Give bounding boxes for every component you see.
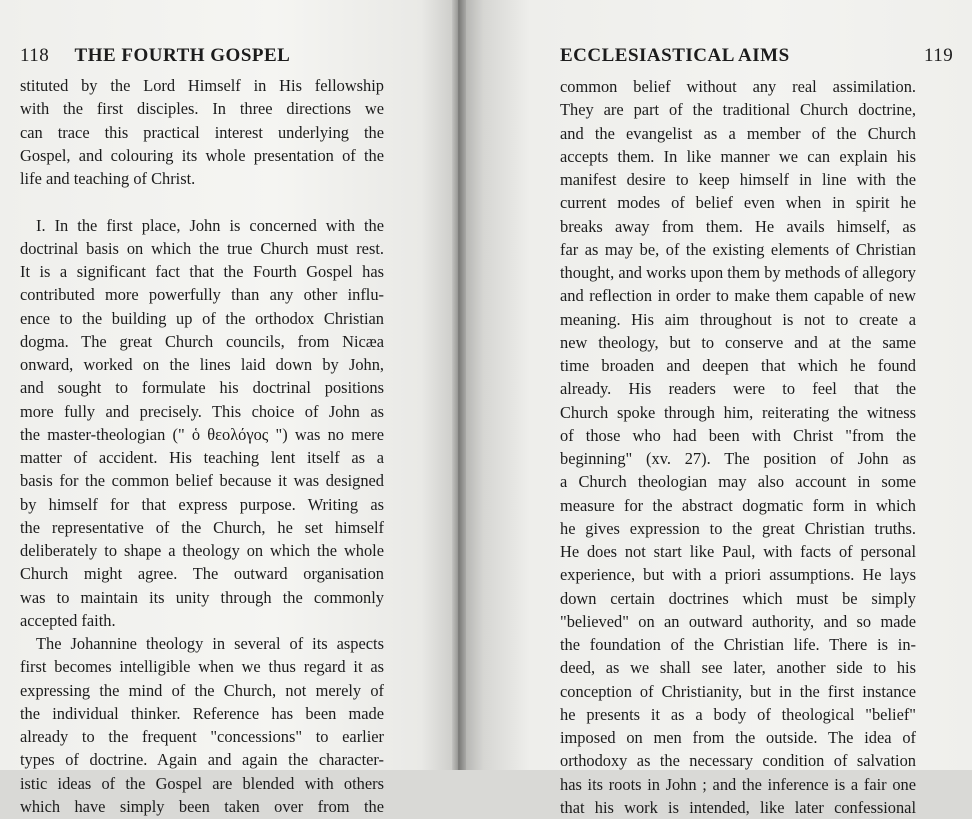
text-line: deliberately to shape a theology on which the whole — [20, 541, 384, 560]
text-line: thought, and works upon them by methods of allegory — [560, 263, 916, 282]
text-line: was to maintain its unity through the commonly — [20, 587, 384, 607]
text-line: new theology, but to conserve and at the same — [560, 332, 916, 352]
text-line: has its roots in John ; and the inference is a fair one — [560, 774, 916, 794]
text-line: experience, but with a priori assumptions. He lays — [560, 565, 916, 585]
left-page-header — [20, 45, 290, 67]
text-line: which have simply been taken over from the — [20, 796, 384, 816]
text-line: onward, worked on the lines laid down by John, — [20, 355, 384, 374]
paragraph-gap — [20, 190, 384, 213]
text-line: by himself for that express purpose. Writing as — [20, 494, 384, 514]
text-line: that his work is intended, like later confessional — [560, 797, 916, 817]
right-page-body — [560, 75, 916, 819]
text-line: already. His readers were to feel that the — [560, 379, 916, 399]
text-line: beginning" (xv. 27). The position of John as — [560, 449, 916, 468]
text-line: The Johannine theology in several of its aspects — [36, 634, 384, 653]
text-line: "believed" on an outward authority, and so made — [560, 611, 916, 631]
text-line: stituted by the Lord Himself in His fellowship — [20, 76, 384, 95]
text-line: the master-theologian (" ὁ θεολόγος ") was no mere — [20, 424, 384, 444]
text-line: breaks away from them. He avails himself, as — [560, 216, 916, 236]
text-line: time broaden and deepen that which he found — [560, 356, 916, 375]
text-line: conception of Christianity, but in the first instance — [560, 681, 916, 701]
text-line: expressing the mind of the Church, not merely of — [20, 680, 384, 700]
text-line: meaning. His aim throughout is not to create a — [560, 309, 916, 329]
text-line: the individual thinker. Reference has been made — [20, 703, 384, 723]
text-line: I. In the first place, John is concerned with the — [36, 215, 384, 235]
text-line: doctrinal basis on which the true Church must rest. — [20, 238, 384, 258]
book-gutter-shadow — [452, 0, 466, 770]
text-line: down certain doctrines which must be simply — [560, 588, 916, 608]
right-page-header — [560, 45, 954, 67]
text-line: he presents it as a body of theological "belief" — [560, 704, 916, 724]
left-running-head: THE FOURTH GOSPEL — [74, 45, 291, 66]
left-page — [0, 0, 458, 816]
right-page-number: 119 — [924, 45, 954, 66]
right-page — [458, 0, 972, 817]
text-line: He does not start like Paul, with facts of personal — [560, 542, 916, 561]
text-line: he gives expression to the great Christian truths. — [560, 518, 916, 538]
text-line: contributed more powerfully than any other influ- — [20, 285, 384, 305]
text-line: They are part of the traditional Church doctrine, — [560, 100, 916, 120]
text-line: with the first disciples. In three directions we — [20, 99, 384, 119]
text-line: basis for the common belief because it was designed — [20, 471, 384, 491]
text-line: first becomes intelligible when we thus regard it as — [20, 657, 384, 677]
text-line: Church might agree. The outward organisation — [20, 564, 384, 584]
text-line: Church spoke through him, reiterating the witness — [560, 402, 916, 422]
left-page-body — [20, 74, 384, 818]
text-line: the foundation of the Christian life. There is in- — [560, 635, 916, 654]
left-page-number: 118 — [20, 45, 50, 66]
text-line: life and teaching of Christ. — [20, 169, 196, 188]
text-line: orthodoxy as the necessary condition of salvation — [560, 751, 916, 771]
text-line: It is a significant fact that the Fourth Gospel has — [20, 262, 384, 281]
text-line: accepted faith. — [20, 610, 116, 630]
text-line: deed, as we shall see later, another side to his — [560, 658, 916, 678]
text-line: accepts them. In like manner we can explain his — [560, 146, 916, 166]
text-line: dogma. The great Church councils, from Nicæa — [20, 331, 384, 351]
text-line: more fully and precisely. This choice of John as — [20, 401, 384, 421]
right-running-head: ECCLESIASTICAL AIMS — [560, 45, 790, 66]
text-line: ence to the building up of the orthodox Christian — [20, 308, 384, 328]
text-line: of those who had been with Christ "from the — [560, 425, 916, 445]
text-line: far as may be, of the existing elements of Christian — [560, 239, 916, 259]
text-line: can trace this practical interest underlying the — [20, 122, 384, 142]
text-line: manifest desire to keep himself in line with the — [560, 170, 916, 189]
text-line: a Church theologian may also account in some — [560, 472, 916, 492]
text-line: and sought to formulate his doctrinal positions — [20, 378, 384, 398]
text-line: imposed on men from the outside. The idea of — [560, 728, 916, 747]
text-line: istic ideas of the Gospel are blended with others — [20, 773, 384, 793]
text-line: types of doctrine. Again and again the character- — [20, 750, 384, 770]
text-line: and reflection in order to make them capable of new — [560, 286, 916, 306]
text-line: and the evangelist as a member of the Church — [560, 123, 916, 143]
text-line: measure for the abstract dogmatic form in which — [560, 495, 916, 515]
text-line: current modes of belief even when in spirit he — [560, 193, 916, 213]
text-line: matter of accident. His teaching lent itself as a — [20, 448, 384, 467]
text-line: Gospel, and colouring its whole presentation of the — [20, 145, 384, 165]
text-line: the representative of the Church, he set himself — [20, 517, 384, 537]
text-line: already to the frequent "concessions" to earlier — [20, 727, 384, 746]
text-line: common belief without any real assimilation. — [560, 77, 916, 96]
